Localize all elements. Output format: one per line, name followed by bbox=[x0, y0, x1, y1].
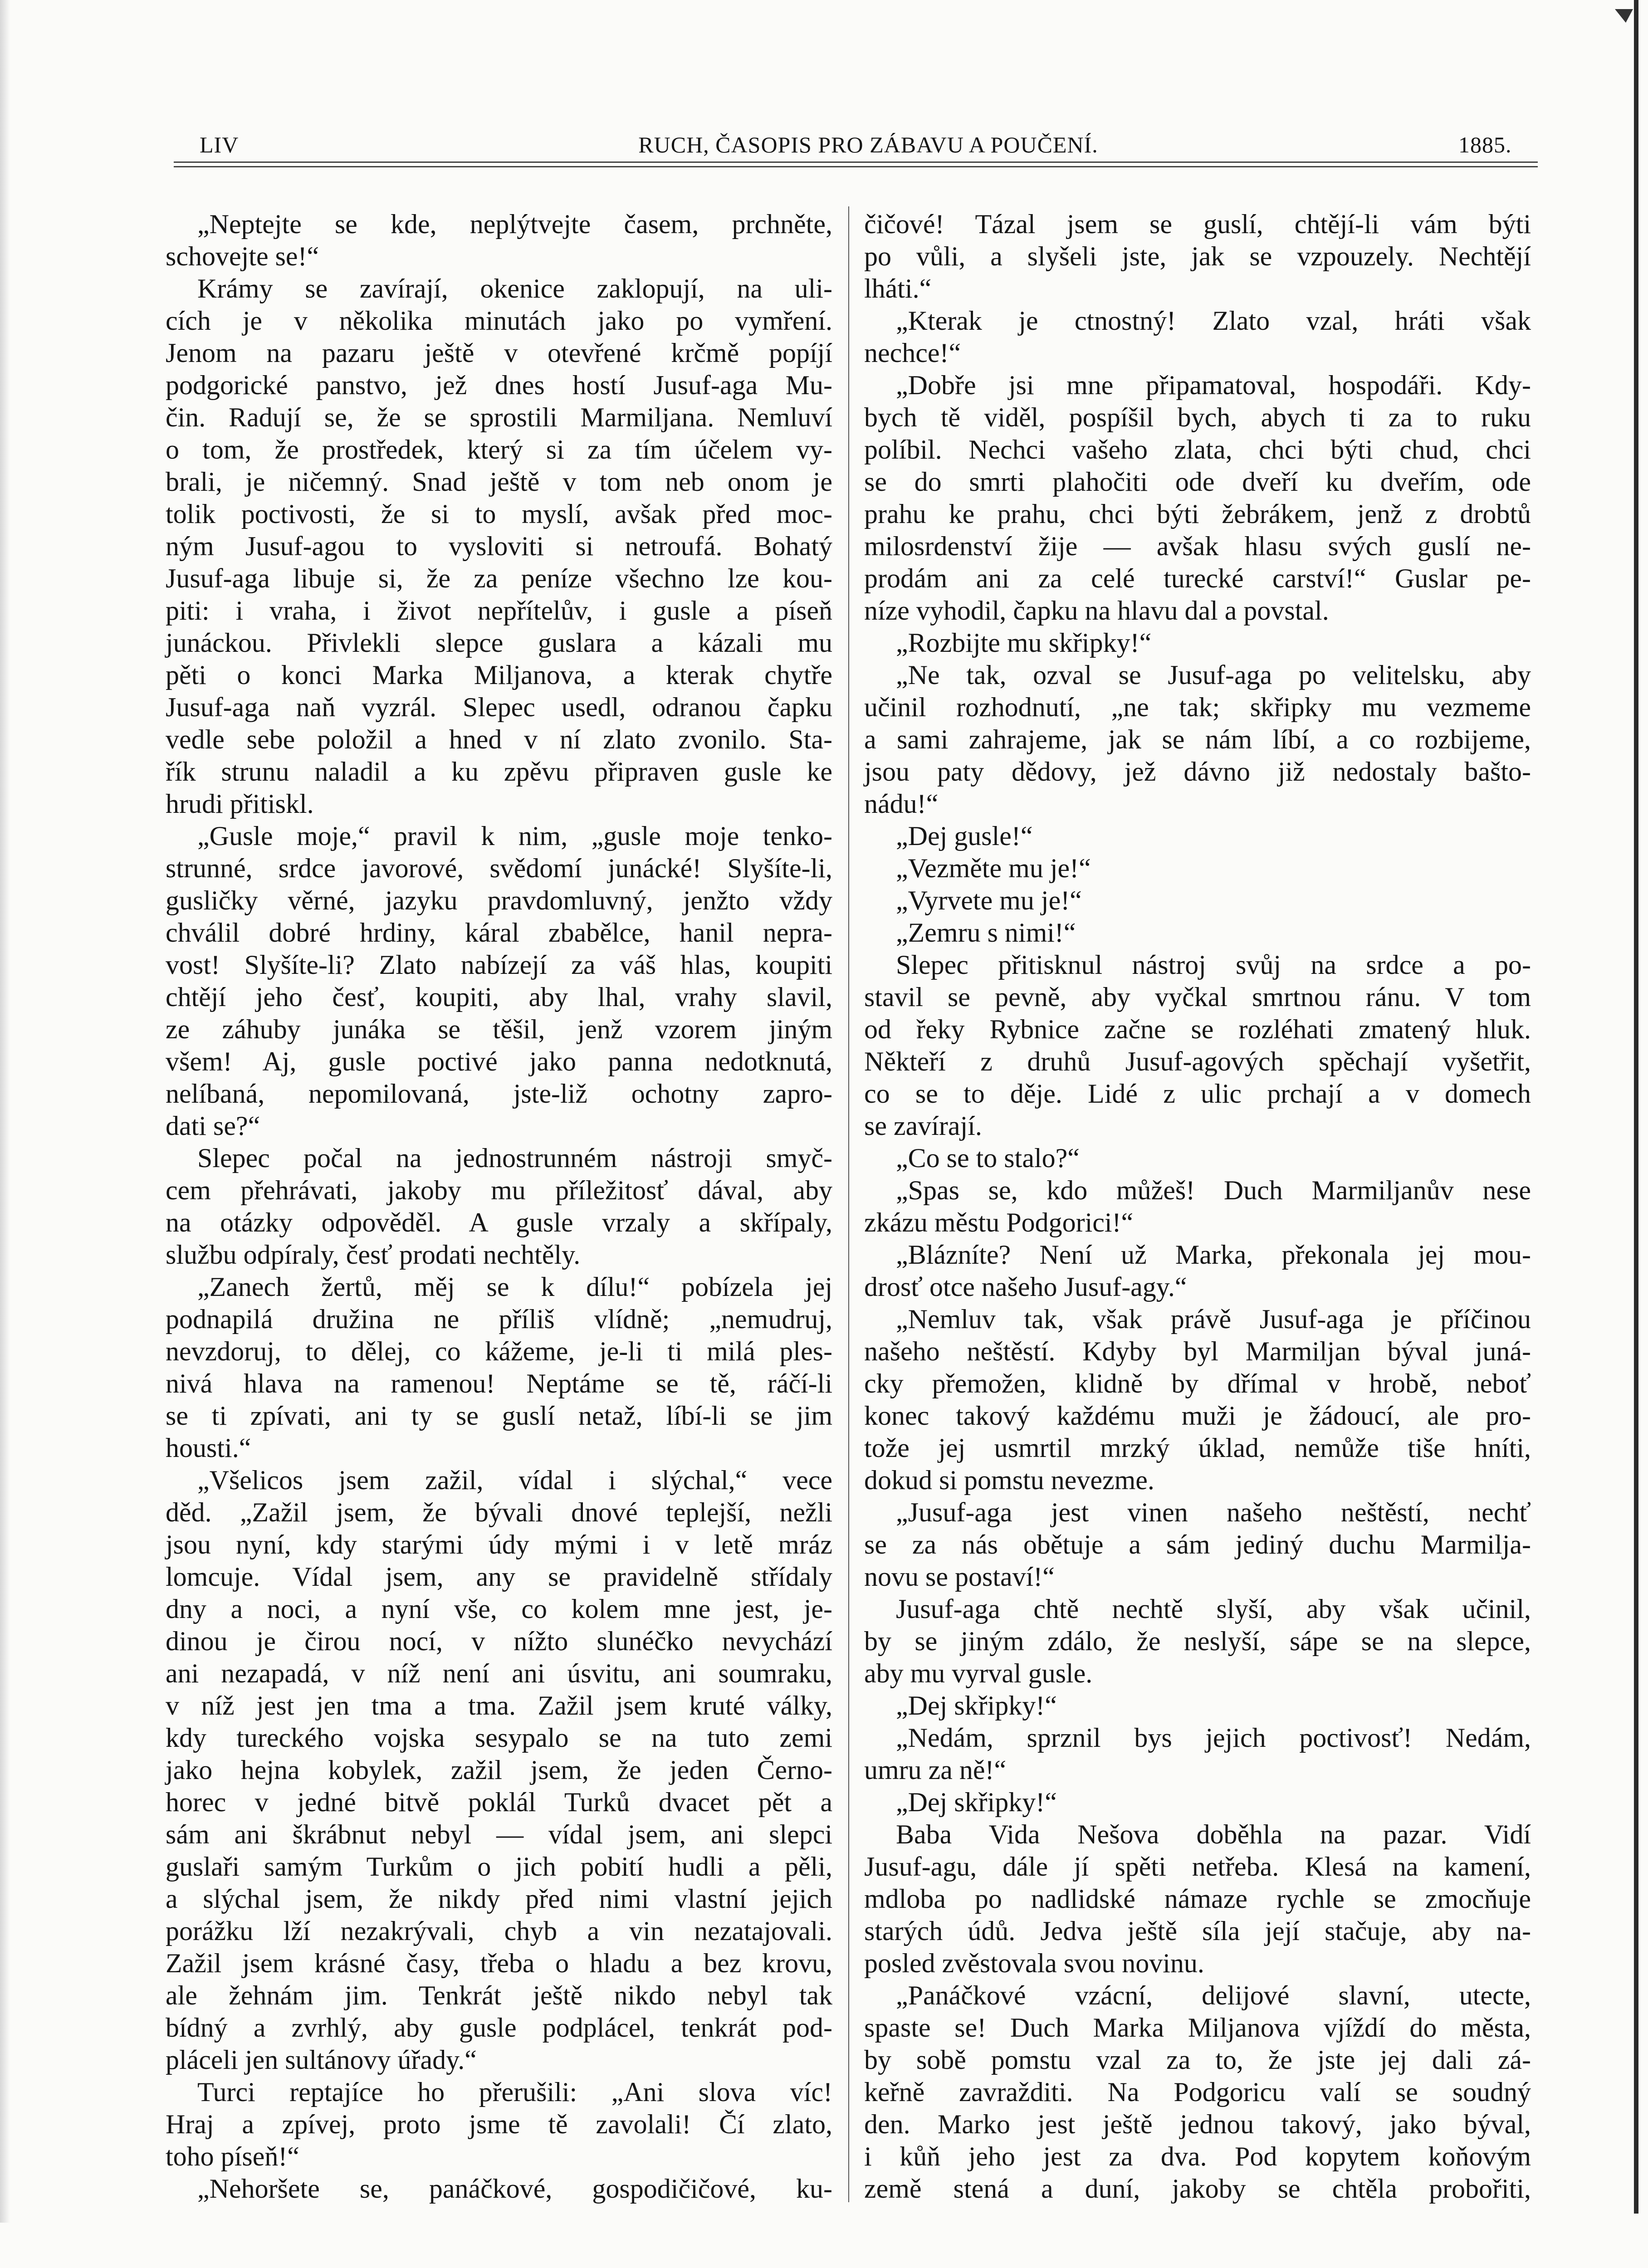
text-line: čičové! Tázal jsem se guslí, chtějí-li vám býti bbox=[864, 209, 1531, 239]
paragraph bbox=[166, 2076, 832, 2173]
text-line: Baba Vida Nešova doběhla na pazar. Vidí bbox=[896, 1819, 1531, 1849]
text-line: Jenom na pazaru ještě v otevřené krčmě popíjí bbox=[166, 338, 832, 368]
text-line: konec takový každému muži je žádoucí, ale pro- bbox=[864, 1401, 1531, 1431]
paragraph bbox=[864, 1239, 1531, 1303]
text-line: ze záhuby junáka se těšil, jenž vzorem jiným bbox=[166, 1014, 832, 1044]
text-line: Zažil jsem krásné časy, třeba o hladu a bez krovu, bbox=[166, 1948, 832, 1978]
text-line: horec v jedné bitvě poklál Turků dvacet pět a bbox=[166, 1787, 832, 1817]
text-line: nechce!“ bbox=[864, 338, 961, 368]
scan-left-edge-shadow bbox=[0, 0, 10, 2223]
text-line: „Neptejte se kde, neplýtvejte časem, prchněte, bbox=[197, 209, 832, 239]
text-line: pláceli jen sultánovy úřady.“ bbox=[166, 2045, 477, 2075]
page-number-roman: LIV bbox=[200, 132, 239, 157]
text-line: Jusuf-aga naň vyzrál. Slepec usedl, odranou čapku bbox=[166, 692, 832, 722]
text-line: „Spas se, kdo můžeš! Duch Marmiljanův nese bbox=[896, 1175, 1531, 1205]
text-line: „Dej skřipky!“ bbox=[896, 1787, 1057, 1817]
text-line: prodám ani za celé turecké carství!“ Guslar pe- bbox=[864, 563, 1531, 593]
text-line: ale žehnám jim. Tenkrát ještě nikdo nebyl tak bbox=[166, 1980, 832, 2010]
paragraph bbox=[864, 1690, 1531, 1722]
paragraph bbox=[864, 659, 1531, 820]
text-line: se zavírají. bbox=[864, 1111, 982, 1141]
text-line: nádu!“ bbox=[864, 789, 939, 819]
text-line: aby mu vyrval gusle. bbox=[864, 1658, 1093, 1688]
text-line: Slepec přitisknul nástroj svůj na srdce a po- bbox=[896, 950, 1531, 980]
text-line: „Gusle moje,“ pravil k nim, „gusle moje tenko- bbox=[197, 821, 832, 851]
text-line: Krámy se zavírají, okenice zaklopují, na uli- bbox=[197, 274, 832, 303]
text-line: podgorické panstvo, jež dnes hostí Jusuf-aga Mu- bbox=[166, 370, 832, 400]
text-line: vedle sebe položil a hned v ní zlato zvonilo. Sta- bbox=[166, 724, 832, 754]
paragraph bbox=[864, 1980, 1531, 2205]
text-line: dny a noci, a nyní vše, co kolem mne jest, je- bbox=[166, 1594, 832, 1624]
scan-right-edge bbox=[1634, 0, 1638, 2214]
text-line: a slýchal jsem, že nikdy před nimi vlastní jejich bbox=[166, 1884, 832, 1914]
text-line: dokud si pomstu nevezme. bbox=[864, 1465, 1154, 1495]
text-line: se za nás obětuje a sám jediný duchu Marmilja- bbox=[864, 1530, 1531, 1559]
text-line: keřně zavražditi. Na Podgoricu valí se soudný bbox=[864, 2077, 1531, 2107]
text-line: učinil rozhodnutí, „ne tak; skřipky mu vezmeme bbox=[864, 692, 1531, 722]
text-line: ani nezapadá, v níž není ani úsvitu, ani soumraku, bbox=[166, 1658, 832, 1688]
text-line: bych tě viděl, pospíšil bych, abych ti za to ruku bbox=[864, 402, 1531, 432]
text-line: den. Marko jest ještě jednou takový, jako býval, bbox=[864, 2109, 1531, 2139]
paragraph bbox=[864, 1593, 1531, 1690]
column-divider bbox=[848, 206, 849, 2202]
text-line: „Panáčkové vzácní, delijové slavní, utecte, bbox=[896, 1980, 1531, 2010]
paragraph bbox=[864, 1496, 1531, 1593]
paragraph bbox=[864, 949, 1531, 1142]
text-line: země stená a duní, jakoby se chtěla probořiti, bbox=[864, 2174, 1531, 2204]
text-line: hrudi přitiskl. bbox=[166, 789, 314, 819]
paragraph bbox=[864, 917, 1531, 949]
text-line: jako hejna kobylek, zažil jsem, že jeden Černo- bbox=[166, 1755, 832, 1785]
text-line: drosť otce našeho Jusuf-agy.“ bbox=[864, 1272, 1187, 1302]
text-line: se ti zpívati, ani ty se guslí netaž, líbí-li se jim bbox=[166, 1401, 832, 1431]
text-line: gusličky věrné, jazyku pravdomluvný, jenžto vždy bbox=[166, 885, 832, 915]
text-line: milosrdenství žije — avšak hlasu svých guslí ne- bbox=[864, 531, 1531, 561]
text-line: „Všelicos jsem zažil, vídal i slýchal,“ vece bbox=[197, 1465, 832, 1495]
text-line: řík strunu naladil a ku zpěvu připraven gusle ke bbox=[166, 757, 832, 787]
text-line: i kůň jeho jest za dva. Pod kopytem koňovým bbox=[864, 2141, 1531, 2171]
paragraph bbox=[864, 852, 1531, 885]
text-line: dati se?“ bbox=[166, 1111, 260, 1141]
text-line: „Ne tak, ozval se Jusuf-aga po velitelsku, aby bbox=[896, 660, 1531, 690]
paragraph bbox=[864, 1303, 1531, 1496]
text-line: „Jusuf-aga jest vinen našeho neštěstí, nechť bbox=[896, 1497, 1531, 1527]
text-line: po vůli, a slyšeli jste, jak se vzpouzely. Nechtějí bbox=[864, 241, 1531, 271]
scan-corner-mark bbox=[1615, 9, 1633, 23]
text-line: zkázu městu Podgorici!“ bbox=[864, 1207, 1134, 1237]
header-rule-bottom bbox=[174, 166, 1538, 167]
text-line: políbil. Nechci vašeho zlata, chci býti chud, chci bbox=[864, 435, 1531, 464]
text-line: posled zvěstovala svou novinu. bbox=[864, 1948, 1204, 1978]
text-line: mdloba po nadlidské námaze rychle se zmocňuje bbox=[864, 1884, 1531, 1914]
text-line: nivá hlava na ramenou! Neptáme se tě, ráčí-li bbox=[166, 1369, 832, 1398]
paragraph bbox=[864, 1818, 1531, 1980]
text-line: lomcuje. Vídal jsem, any se pravidelně střídaly bbox=[166, 1562, 832, 1592]
text-line: Slepec počal na jednostrunném nástroji smyč- bbox=[197, 1143, 832, 1173]
text-line: strunné, srdce javorové, svědomí junácké! Slyšíte-li, bbox=[166, 853, 832, 883]
paragraph bbox=[864, 627, 1531, 659]
text-line: se do smrti plahočiti ode dveří ku dveřím, ode bbox=[864, 467, 1531, 497]
paragraph bbox=[166, 1464, 832, 2076]
text-line: nevzdoruj, to dělej, co kážeme, je-li ti milá ples- bbox=[166, 1336, 832, 1366]
text-line: chválil dobré hrdiny, káral zbabělce, hanil nepra- bbox=[166, 918, 832, 948]
text-line: „Zanech žertů, měj se k dílu!“ pobízela jej bbox=[197, 1272, 832, 1302]
paragraph bbox=[864, 208, 1531, 305]
text-line: dinou je čirou nocí, v nížto slunéčko nevychází bbox=[166, 1626, 832, 1656]
paragraph bbox=[864, 1722, 1531, 1786]
paragraph bbox=[166, 208, 832, 273]
text-line: Někteří z druhů Jusuf-agových spěchají vyšetřit, bbox=[864, 1046, 1531, 1076]
text-line: pěti o konci Marka Miljanova, a kterak chytře bbox=[166, 660, 832, 690]
text-line: guslaři samým Turkům o jich pobití hudli a pěli, bbox=[166, 1852, 832, 1882]
text-line: stavil se pevně, aby vyčkal smrtnou ránu. V tom bbox=[864, 982, 1531, 1012]
paragraph bbox=[166, 820, 832, 1142]
paragraph bbox=[166, 1271, 832, 1464]
text-line: Jusuf-agu, dále jí spěti netřeba. Klesá na kamení, bbox=[864, 1852, 1531, 1882]
text-line: tože jej usmrtil mrzký úklad, nemůže tiše hníti, bbox=[864, 1433, 1531, 1463]
text-line: Jusuf-aga chtě nechtě slyší, aby však učinil, bbox=[896, 1594, 1531, 1624]
text-line: „Vyrvete mu je!“ bbox=[896, 885, 1082, 915]
text-line: brali, je ničemný. Snad ještě v tom neb onom je bbox=[166, 467, 832, 497]
text-line: junáckou. Přivlekli slepce guslara a kázali mu bbox=[166, 628, 832, 658]
text-line: „Dobře jsi mne připamatoval, hospodáři. Kdy- bbox=[896, 370, 1531, 400]
paragraph bbox=[166, 2173, 832, 2205]
text-line: „Nemluv tak, však právě Jusuf-aga je příčinou bbox=[896, 1304, 1531, 1334]
text-line: o tom, že prostředek, který si za tím účelem vy- bbox=[166, 435, 832, 464]
text-line: děd. „Zažil jsem, že bývali dnové teplejší, nežli bbox=[166, 1497, 832, 1527]
text-line: na otázky odpověděl. A gusle vrzaly a skřípaly, bbox=[166, 1207, 832, 1237]
text-line: chtějí jeho česť, koupiti, aby lhal, vrahy slavil, bbox=[166, 982, 832, 1012]
text-line: v níž jest jen tma a tma. Zažil jsem kruté války, bbox=[166, 1691, 832, 1721]
paragraph bbox=[864, 1142, 1531, 1174]
text-line: prahu ke prahu, chci býti žebrákem, jenž z drobtů bbox=[864, 499, 1531, 529]
text-line: vost! Slyšíte-li? Zlato nabízejí za váš hlas, koupiti bbox=[166, 950, 832, 980]
text-line: „Dej skřipky!“ bbox=[896, 1691, 1057, 1721]
text-line: jsou nyní, kdy starými údy mými i v letě mráz bbox=[166, 1530, 832, 1559]
text-line: níze vyhodil, čapku na hlavu dal a povstal. bbox=[864, 596, 1329, 626]
paragraph bbox=[864, 820, 1531, 852]
text-line: a sami zahrajeme, jak se nám líbí, a co rozbijeme, bbox=[864, 724, 1531, 754]
text-line: ným Jusuf-agou to vysloviti si netroufá. Bohatý bbox=[166, 531, 832, 561]
text-line: novu se postaví!“ bbox=[864, 1562, 1055, 1592]
text-line: „Dej gusle!“ bbox=[896, 821, 1033, 851]
paragraph bbox=[864, 885, 1531, 917]
text-line: „Blázníte? Není už Marka, překonala jej mou- bbox=[896, 1240, 1531, 1270]
text-line: porážku lží nezakrývali, chyb a vin nezatajovali. bbox=[166, 1916, 832, 1946]
text-column-left bbox=[166, 208, 832, 2205]
text-line: od řeky Rybnice začne se rozléhati zmatený hluk. bbox=[864, 1014, 1531, 1044]
text-line: „Co se to stalo?“ bbox=[896, 1143, 1080, 1173]
paragraph bbox=[864, 1786, 1531, 1818]
text-line: Jusuf-aga libuje si, že za peníze všechno lze kou- bbox=[166, 563, 832, 593]
text-line: toho píseň!“ bbox=[166, 2141, 299, 2171]
text-line: „Vezměte mu je!“ bbox=[896, 853, 1091, 883]
text-line: by sobě pomstu vzal za to, že jste jej dali zá- bbox=[864, 2045, 1531, 2075]
text-line: by se jiným zdálo, že neslyší, sápe se na slepce, bbox=[864, 1626, 1531, 1656]
text-line: bídný a zvrhlý, aby gusle podplácel, tenkrát pod- bbox=[166, 2013, 832, 2043]
text-line: co se to děje. Lidé z ulic prchají a v domech bbox=[864, 1079, 1531, 1109]
text-line: „Nehoršete se, panáčkové, gospodičičové, ku- bbox=[197, 2174, 832, 2204]
text-line: „Nedám, sprznil bys jejich poctivosť! Nedám, bbox=[896, 1723, 1531, 1753]
text-line: cem přehrávati, jakoby mu příležitosť dával, aby bbox=[166, 1175, 832, 1205]
text-line: starých údů. Jedva ještě síla její stačuje, aby na- bbox=[864, 1916, 1531, 1946]
paragraph bbox=[864, 1174, 1531, 1239]
text-line: jsou paty dědovy, jež dávno již nedostaly bašto- bbox=[864, 757, 1531, 787]
text-line: čin. Radují se, že se sprostili Marmiljana. Nemluví bbox=[166, 402, 832, 432]
paragraph bbox=[166, 1142, 832, 1271]
header-rule-top bbox=[174, 161, 1538, 163]
text-line: sám ani škrábnut nebyl — vídal jsem, ani slepci bbox=[166, 1819, 832, 1849]
text-line: našeho neštěstí. Kdyby byl Marmiljan býval juná- bbox=[864, 1336, 1531, 1366]
text-line: „Kterak je ctnostný! Zlato vzal, hráti však bbox=[896, 306, 1531, 336]
text-line: housti.“ bbox=[166, 1433, 251, 1463]
text-line: službu odpíraly, česť prodati nechtěly. bbox=[166, 1240, 581, 1270]
text-line: tolik poctivosti, že si to myslí, avšak před moc- bbox=[166, 499, 832, 529]
text-line: cích je v několika minutách jako po vymření. bbox=[166, 306, 832, 336]
text-line: všem! Aj, gusle poctivé jako panna nedotknutá, bbox=[166, 1046, 832, 1076]
text-line: „Zemru s nimi!“ bbox=[896, 918, 1076, 948]
running-title: RUCH, ČASOPIS PRO ZÁBAVU A POUČENÍ. bbox=[638, 132, 1098, 157]
paragraph bbox=[864, 305, 1531, 369]
text-line: podnapilá družina ne příliš vlídně; „nemudruj, bbox=[166, 1304, 832, 1334]
year-label: 1885. bbox=[1458, 132, 1512, 157]
text-line: „Rozbijte mu skřipky!“ bbox=[896, 628, 1152, 658]
text-line: nelíbaná, nepomilovaná, jste-liž ochotny zapro- bbox=[166, 1079, 832, 1109]
text-line: kdy tureckého vojska sesypalo se na tuto zemi bbox=[166, 1723, 832, 1753]
text-line: lháti.“ bbox=[864, 274, 932, 303]
text-line: piti: i vraha, i život nepřítelův, i gusle a píseň bbox=[166, 596, 832, 626]
text-line: schovejte se!“ bbox=[166, 241, 319, 271]
text-line: Turci reptajíce ho přerušili: „Ani slova víc! bbox=[197, 2077, 832, 2107]
text-line: Hraj a zpívej, proto jsme tě zavolali! Čí zlato, bbox=[166, 2109, 832, 2139]
text-column-right bbox=[864, 208, 1531, 2205]
text-line: spaste se! Duch Marka Miljanova vjíždí do města, bbox=[864, 2013, 1531, 2043]
text-line: cky přemožen, klidně by dřímal v hrobě, neboť bbox=[864, 1369, 1531, 1398]
paragraph bbox=[166, 273, 832, 820]
text-line: umru za ně!“ bbox=[864, 1755, 1007, 1785]
paragraph bbox=[864, 369, 1531, 627]
